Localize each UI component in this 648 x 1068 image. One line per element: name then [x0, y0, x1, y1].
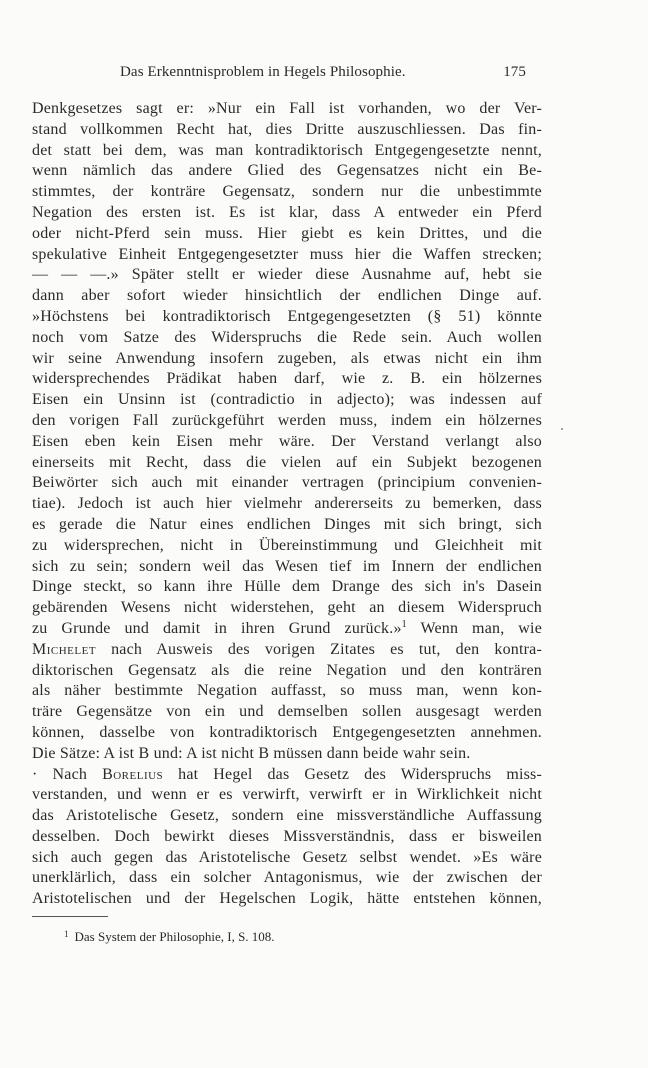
running-title: Das Erkenntnisproblem in Hegels Philosophie.	[120, 64, 406, 80]
text-line: es gerade die Natur eines endlichen Dinges mit sich bringt, sich	[32, 515, 542, 533]
text-line: »Höchstens bei kontradiktorisch Entgegengesetzten (§ 51) könnte	[32, 307, 542, 325]
text-line: dann aber sofort wieder hinsichtlich der endlichen Dinge auf.	[32, 287, 542, 305]
text-line: sich auch gegen das Aristotelische Gesetz selbst wendet. »Es wäre	[32, 848, 542, 866]
text-line: verstanden, und wenn er es verwirft, verwirft er in Wirklichkeit nicht	[32, 786, 542, 804]
footnote-text: Das System der Philosophie, I, S. 108.	[74, 929, 275, 944]
text-line: Dinge steckt, so kann ihre Hülle dem Drange des sich in's Dasein	[32, 578, 542, 596]
text-line: wir seine Anwendung insofern zugeben, als etwas nicht ein ihm	[32, 349, 542, 367]
text-line: tiae). Jedoch ist auch hier vielmehr andererseits zu bemerken, dass	[32, 495, 542, 513]
text-line: widersprechendes Prädikat haben darf, wie z. B. ein hölzernes	[32, 370, 542, 388]
page-number: 175	[503, 64, 526, 80]
text-line: zu widersprechen, nicht in Übereinstimmung und Gleichheit mit	[32, 536, 542, 554]
text-line: wenn nämlich das andere Glied des Gegensatzes nicht ein Be-	[32, 162, 542, 180]
text-line: träre Gegensätze von ein und demselben sollen ausgesagt werden	[32, 703, 542, 721]
text-line: oder nicht-Pferd sein muss. Hier giebt es kein Drittes, und die	[32, 224, 542, 242]
text-line: Denkgesetzes sagt er: »Nur ein Fall ist vorhanden, wo der Ver-	[32, 100, 542, 117]
text-segment: Wenn man, wie	[406, 619, 542, 637]
footnote-rule	[32, 916, 108, 917]
text-line: Beiwörter sich auch mit einander vertragen (principium convenien-	[32, 474, 542, 492]
text-line-with-footnote-ref	[32, 619, 542, 640]
text-line: noch vom Satze des Widerspruchs die Rede sein. Auch wollen	[32, 328, 542, 346]
text-line-paragraph-end: Die Sätze: A ist B und: A ist nicht B müssen dann beide wahr sein.	[32, 744, 471, 762]
text-line: unerklärlich, dass ein solcher Antagonismus, wie der zwischen der	[32, 869, 542, 887]
text-line: Eisen ein Unsinn ist (contradictio in adjecto); was indessen auf	[32, 391, 542, 409]
text-line-with-name	[32, 765, 542, 786]
text-line: sich zu sein; sondern weil das Wesen tief im Innern der endlichen	[32, 557, 542, 575]
body-text	[32, 99, 542, 910]
footnote-marker: 1	[64, 929, 69, 939]
text-line: einerseits mit Recht, dass die vielen auf ein Subjekt bezogenen	[32, 453, 542, 471]
text-line: desselben. Doch bewirkt dieses Missverständnis, dass er bisweilen	[32, 827, 542, 845]
text-line: diktorischen Gegensatz als die reine Negation und den konträren	[32, 661, 542, 679]
text-line: spekulative Einheit Entgegengesetzter muss hier die Waffen strecken;	[32, 245, 542, 263]
paper-speck	[561, 428, 563, 430]
text-line: Negation des ersten ist. Es ist klar, dass A entweder ein Pferd	[32, 203, 542, 221]
text-segment: nach Ausweis des vorigen Zitates es tut, den kontra-	[96, 640, 542, 658]
text-line-with-name	[32, 640, 542, 661]
footnote-reference: 1	[401, 618, 407, 630]
text-line: das Aristotelische Gesetz, sondern eine missverständliche Auffassung	[32, 807, 542, 825]
text-line: den vorigen Fall zurückgeführt werden muss, indem ein hölzernes	[32, 411, 542, 429]
text-segment: hat Hegel das Gesetz des Widerspruchs miss-	[163, 765, 542, 783]
text-line: als näher bestimmte Negation auffasst, so muss man, wenn kon-	[32, 682, 542, 700]
author-name-borelius: Borelius	[102, 765, 164, 783]
text-line: — — —.» Später stellt er wieder diese Ausnahme auf, hebt sie	[32, 266, 542, 284]
text-segment: · Nach	[32, 765, 103, 783]
footnote	[64, 929, 275, 945]
running-header	[120, 64, 526, 84]
text-line: Eisen eben kein Eisen mehr wäre. Der Verstand verlangt also	[32, 432, 542, 450]
text-line: gebärenden Wesens nicht widerstehen, geht an diesem Widerspruch	[32, 599, 542, 617]
text-line: können, dasselbe von kontradiktorisch Entgegengesetzten annehmen.	[32, 723, 542, 741]
text-segment: zu Grunde und damit in ihren Grund zurück.»	[32, 619, 402, 637]
text-line: stimmtes, der konträre Gegensatz, sondern nur die unbestimmte	[32, 183, 542, 201]
text-line: det statt bei dem, was man kontradiktorisch Entgegengesetzte nennt,	[32, 141, 542, 159]
author-name-michelet: Michelet	[32, 640, 97, 658]
text-line: Aristotelischen und der Hegelschen Logik, hätte entstehen können,	[32, 890, 542, 908]
text-line: stand vollkommen Recht hat, dies Dritte auszuschliessen. Das fin-	[32, 120, 542, 138]
